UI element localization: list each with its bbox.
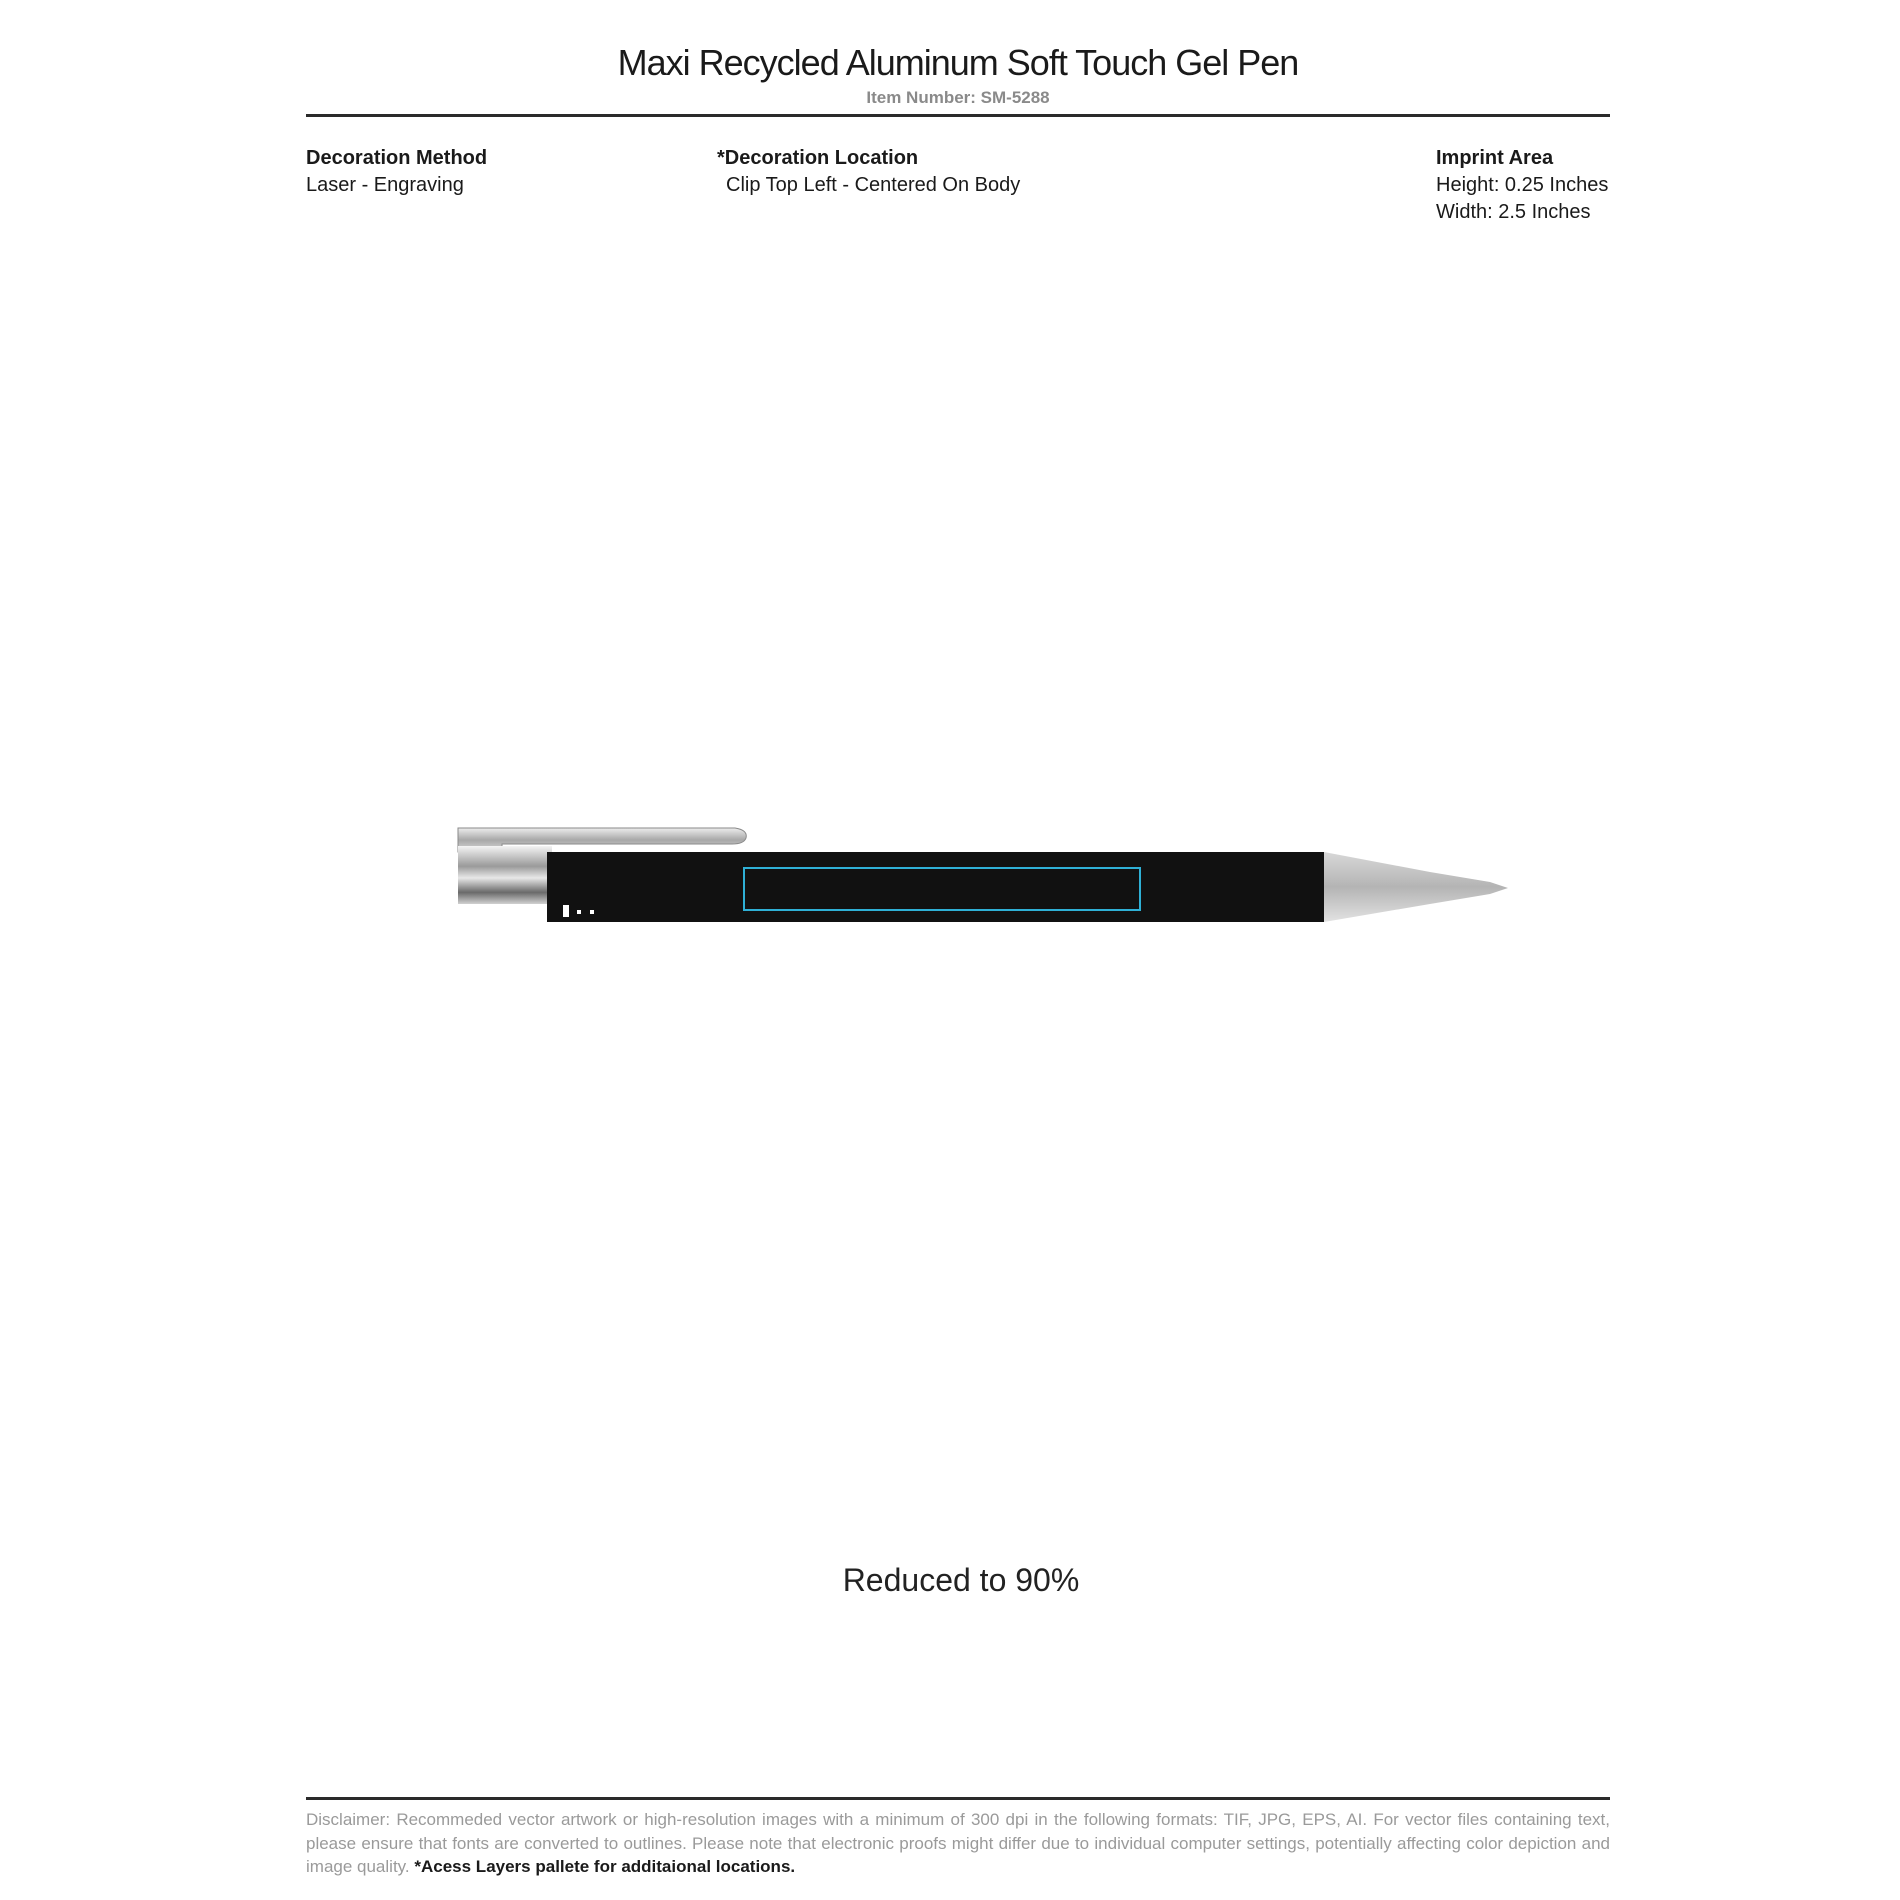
item-number: Item Number: SM-5288: [866, 88, 1050, 107]
pen-icon: [450, 810, 1510, 930]
page-title: Maxi Recycled Aluminum Soft Touch Gel Pen: [617, 42, 1299, 83]
disclaimer: [306, 1808, 1610, 1879]
body-mark: [590, 910, 594, 914]
pen-cap: [458, 846, 552, 904]
decoration-location-label: *Decoration Location: [717, 147, 919, 169]
imprint-height: Height: 0.25 Inches: [1436, 174, 1609, 196]
decoration-location-section: [717, 145, 1020, 199]
decoration-method-label: Decoration Method: [306, 147, 488, 169]
footer-divider: [306, 1797, 1610, 1800]
pen-tip: [1324, 852, 1508, 922]
imprint-area-label: Imprint Area: [1436, 147, 1554, 169]
imprint-area-section: [1436, 145, 1608, 226]
scale-note: Reduced to 90%: [842, 1562, 1080, 1598]
imprint-width: Width: 2.5 Inches: [1436, 201, 1591, 223]
decoration-method-section: [306, 145, 487, 199]
body-mark: [577, 910, 581, 914]
disclaimer-text: Disclaimer: Recommeded vector artwork or high-resolution images with a minimum of 300 dpi in the following formats: TIF, JPG, EPS, AI. For vector files containing text, please ensure that fonts are converted to outlines. Please note that electronic proofs might differ due to individual computer settings, potentially affecting color depiction and image quality.: [306, 1810, 1610, 1876]
decoration-method-value: Laser - Engraving: [306, 174, 464, 196]
pen-body: [547, 852, 1324, 922]
header: [306, 40, 1610, 108]
body-mark: [563, 905, 569, 917]
header-divider: [306, 114, 1610, 117]
decoration-location-value: Clip Top Left - Centered On Body: [726, 174, 1021, 196]
layers-note: *Acess Layers pallete for additaional locations.: [414, 1857, 796, 1876]
product-image: [450, 810, 1510, 930]
